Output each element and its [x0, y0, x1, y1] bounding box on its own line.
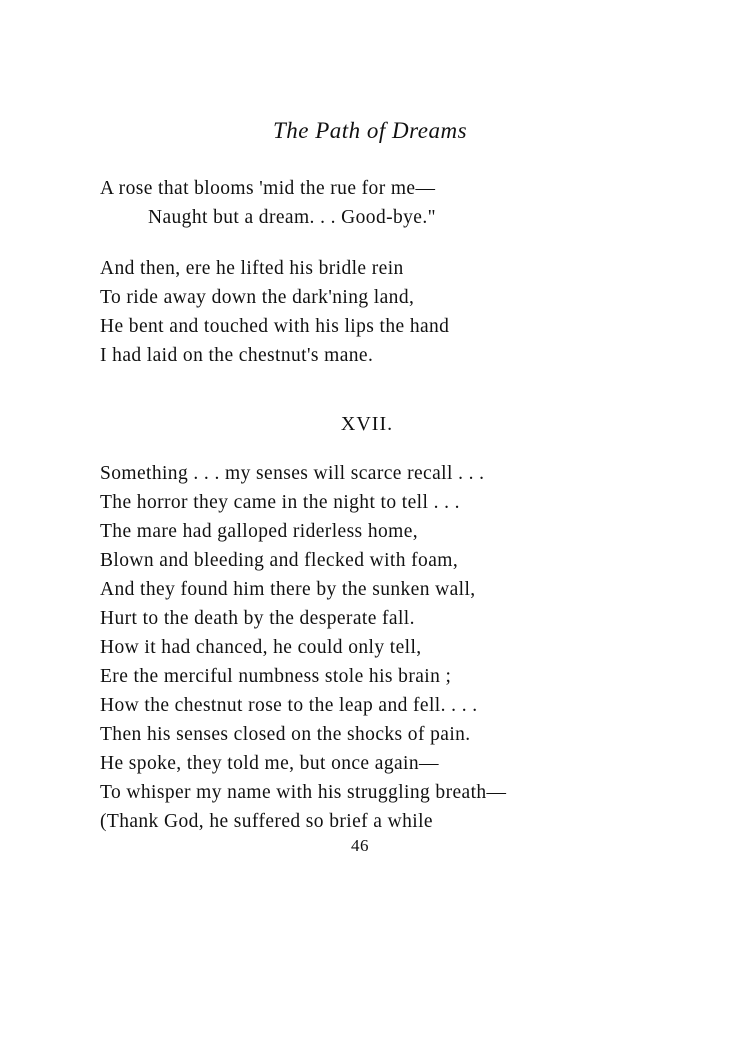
- verse-line: Ere the merciful numbness stole his brain ;: [100, 666, 452, 687]
- verse-line: He bent and touched with his lips the hand: [100, 316, 450, 337]
- verse-line: And then, ere he lifted his bridle rein: [100, 258, 404, 279]
- verse-line: How it had chanced, he could only tell,: [100, 637, 422, 658]
- verse-line: To ride away down the dark'ning land,: [100, 287, 415, 308]
- running-head: The Path of Dreams: [272, 118, 468, 143]
- verse-line: A rose that blooms 'mid the rue for me—: [100, 178, 436, 199]
- page-number: 46: [351, 836, 369, 855]
- verse-line: Naught but a dream. . . Good-bye.": [148, 207, 436, 228]
- verse-line: (Thank God, he suffered so brief a while: [100, 811, 433, 832]
- verse-line: How the chestnut rose to the leap and fell. . . .: [100, 695, 478, 716]
- verse-line: And they found him there by the sunken wall,: [100, 579, 476, 600]
- verse-line: I had laid on the chestnut's mane.: [100, 345, 374, 366]
- verse-line: To whisper my name with his struggling breath—: [100, 782, 507, 803]
- verse-line: Something . . . my senses will scarce recall . . .: [100, 463, 485, 484]
- stanza-2: [100, 254, 680, 370]
- verse-line: Blown and bleeding and flecked with foam,: [100, 550, 459, 571]
- stanza-3: [100, 459, 680, 836]
- verse-line: The horror they came in the night to tell . . .: [100, 492, 460, 513]
- verse-line: The mare had galloped riderless home,: [100, 521, 419, 542]
- verse-line: Then his senses closed on the shocks of pain.: [100, 724, 471, 745]
- stanza-1: [100, 174, 680, 232]
- verse-line: Hurt to the death by the desperate fall.: [100, 608, 415, 629]
- section-number: XVII.: [340, 413, 394, 435]
- verse-line: He spoke, they told me, but once again—: [100, 753, 439, 774]
